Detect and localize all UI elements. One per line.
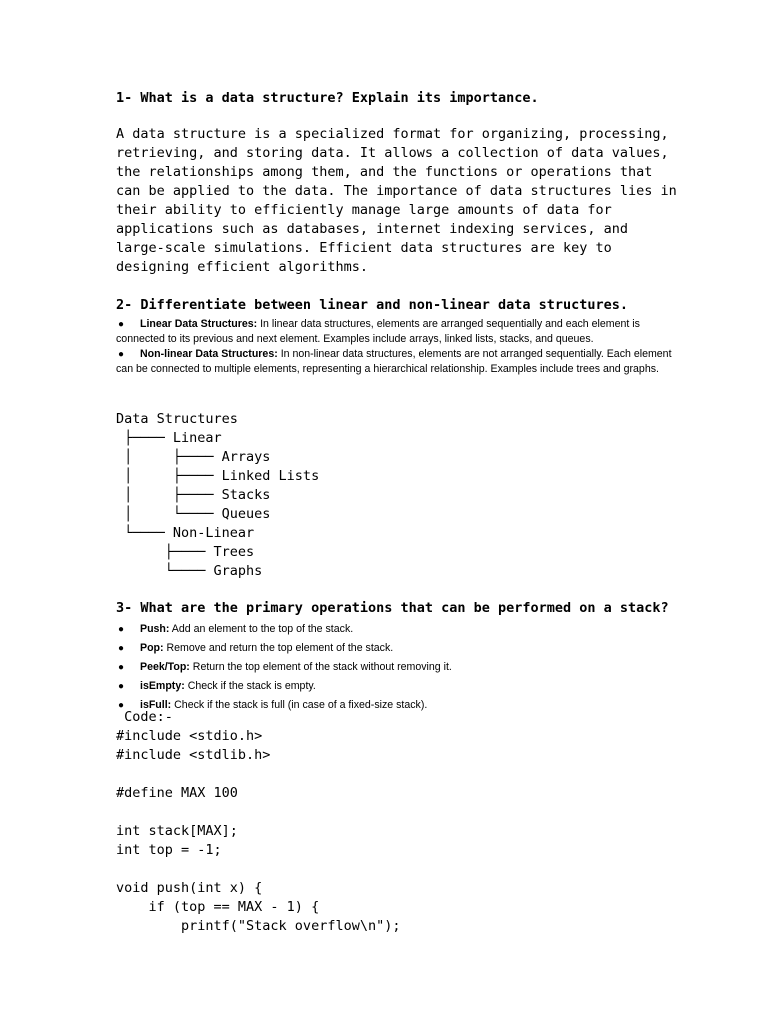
q3-bullet-list (116, 620, 676, 715)
bullet-text: Remove and return the top element of the stack. (163, 642, 394, 654)
q2-bullet-list (116, 317, 676, 377)
code-line: int top = -1; (116, 842, 222, 858)
tree-line: │ ├──── Arrays (116, 449, 271, 465)
tree-line: ├──── Linear (116, 430, 222, 446)
tree-line: Data Structures (116, 411, 238, 427)
code-line: int stack[MAX]; (116, 823, 238, 839)
bullet-term: isEmpty: (140, 680, 185, 692)
tree-line: │ └──── Queues (116, 506, 271, 522)
bullet-text: Return the top element of the stack without removing it. (189, 661, 452, 673)
bullet-text: Check if the stack is full (in case of a fixed-size stack). (171, 699, 428, 711)
bullet-term: Push: (140, 623, 170, 635)
q1-line: the relationships among them, and the functions or operations that (116, 164, 653, 180)
list-item (116, 317, 676, 347)
bullet-icon: ● (118, 700, 125, 711)
q1-line: designing efficient algorithms. (116, 259, 368, 275)
code-line (116, 765, 400, 784)
list-item (116, 347, 676, 377)
q1-line: retrieving, and storing data. It allows a collection of data values, (116, 145, 669, 161)
bullet-icon: ● (118, 349, 125, 360)
code-line: #define MAX 100 (116, 785, 238, 801)
bullet-term: Linear Data Structures: (140, 318, 258, 330)
bullet-icon: ● (118, 662, 125, 673)
list-item (116, 677, 676, 696)
q1-heading: 1- What is a data structure? Explain its importance. (116, 90, 539, 106)
q3-heading: 3- What are the primary operations that can be performed on a stack? (116, 600, 669, 616)
bullet-term: Pop: (140, 642, 164, 654)
tree-line: └──── Non-Linear (116, 525, 255, 541)
q1-line: applications such as databases, internet indexing services, and (116, 221, 629, 237)
bullet-text: Add an element to the top of the stack. (169, 623, 354, 635)
bullet-term: isFull: (140, 699, 172, 711)
tree-line: └──── Graphs (116, 563, 263, 579)
tree-line: │ ├──── Linked Lists (116, 468, 320, 484)
bullet-text: In non-linear data structures, elements are not arranged sequentially. Each element can be connected to multiple elements, representing a hierarchical relationship. Examples include trees and graphs. (116, 348, 672, 375)
code-line: printf("Stack overflow\n"); (116, 918, 401, 934)
bullet-icon: ● (118, 643, 125, 654)
q1-answer (116, 125, 676, 277)
q2-heading: 2- Differentiate between linear and non-linear data structures. (116, 297, 629, 313)
list-item (116, 639, 676, 658)
code-line: #include <stdlib.h> (116, 747, 271, 763)
code-label: Code:- (116, 709, 173, 725)
bullet-term: Peek/Top: (140, 661, 190, 673)
bullet-term: Non-linear Data Structures: (140, 348, 278, 360)
code-line (116, 860, 400, 879)
code-line (116, 803, 400, 822)
bullet-icon: ● (118, 319, 125, 330)
code-line: #include <stdio.h> (116, 728, 263, 744)
tree-line: ├──── Trees (116, 544, 255, 560)
q1-line: can be applied to the data. The importance of data structures lies in (116, 183, 677, 199)
q1-line: A data structure is a specialized format for organizing, processing, (116, 126, 669, 142)
data-structures-tree (116, 410, 319, 581)
code-block (116, 708, 400, 936)
code-line: void push(int x) { (116, 880, 263, 896)
q1-line: their ability to efficiently manage large amounts of data for (116, 202, 612, 218)
list-item (116, 620, 676, 639)
bullet-text: In linear data structures, elements are arranged sequentially and each element is connected to its previous and next element. Examples include arrays, linked lists, stacks, and queues. (116, 318, 640, 345)
bullet-icon: ● (118, 624, 125, 635)
code-line: if (top == MAX - 1) { (116, 899, 320, 915)
tree-line: │ ├──── Stacks (116, 487, 271, 503)
list-item (116, 658, 676, 677)
bullet-icon: ● (118, 681, 125, 692)
bullet-text: Check if the stack is empty. (184, 680, 316, 692)
q1-line: large-scale simulations. Efficient data structures are key to (116, 240, 612, 256)
